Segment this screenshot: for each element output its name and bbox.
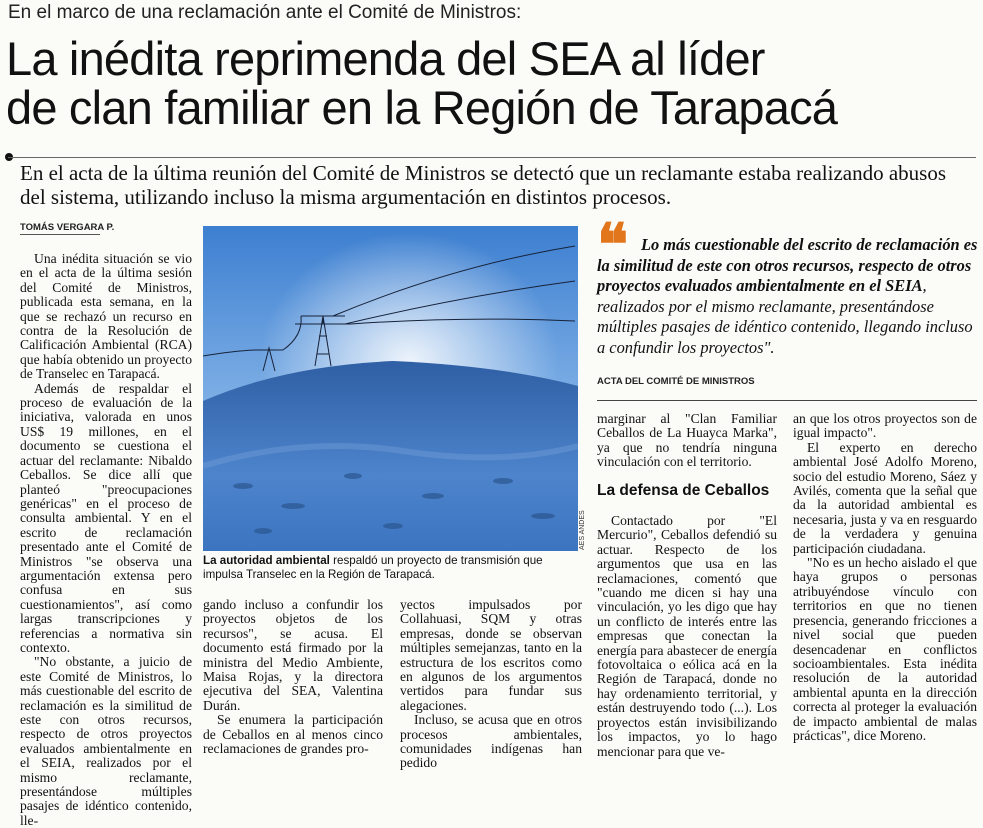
kicker: En el marco de una reclamación ante el Comité de Ministros: xyxy=(8,2,522,23)
paragraph: an que los otros proyectos son de igual impacto". xyxy=(793,411,977,441)
paragraph: gando incluso a confundir los proyectos objetos de los recursos", se acusa. El documento está firmado por la ministra del Medio Ambiente, Maisa Rojas, y la directora ejecutiva del SEA, Valentina Durán. xyxy=(203,597,383,713)
column-4-top xyxy=(597,412,777,470)
paragraph: Contactado por "El Mercurio", Ceballos defendió su actuar. Respecto de los argumentos que usa en las reclamaciones, comentó que "cuando me dicen si hay una vinculación, yo les digo que hay un conflicto de interés entre las empresas que conectan la energía para abastecer de energía fotovoltaica o eólica acá en la Región de Tarapacá, donde no hay ordenamiento territorial, y están destruyendo todo (...). Los proyectos están invisibilizando los impactos, yo lo hago mencionar para que ve- xyxy=(597,513,777,759)
paragraph: Una inédita situación se vio en el acta de la última sesión del Comité de Ministros, publicada esta semana, en la que se rechazó un recurso en contra de la Resolución de Calificación Ambiental (RCA) que había obtenido un proyecto de Transelec en Tarapacá. xyxy=(20,251,192,382)
quote-mark-icon: ❝ xyxy=(597,211,629,279)
photo-credit: AES ANDES xyxy=(579,510,586,550)
photo-caption xyxy=(203,554,583,581)
column-1 xyxy=(20,252,192,828)
subhead: La defensa de Ceballos xyxy=(597,482,770,499)
caption-lead: La autoridad ambiental xyxy=(203,554,330,567)
byline: TOMÁS VERGARA P. xyxy=(20,222,115,233)
pull-quote-source: ACTA DEL COMITÉ DE MINISTROS xyxy=(597,376,755,387)
column-5 xyxy=(793,412,977,743)
column-2 xyxy=(203,598,383,756)
transmission-tower-photo xyxy=(203,226,578,551)
deck: En el acta de la última reunión del Comité de Ministros se detectó que un reclamante estaba realizando abusos del sistema, utilizando incluso la misma argumentación en distintos procesos. xyxy=(20,161,947,209)
paragraph: marginar al "Clan Familiar Ceballos de La Huayca Marka", ya que no tendría ninguna vinculación con el territorio. xyxy=(597,411,777,470)
article-photo xyxy=(203,226,578,551)
headline xyxy=(6,34,837,132)
paragraph: Se enumera la participación de Ceballos en al menos cinco reclamaciones de grandes pro- xyxy=(203,712,383,757)
column-4-bottom xyxy=(597,514,777,759)
paragraph: Además de respaldar el proceso de evaluación de la iniciativa, valorada en unos US$ 19 millones, en el documento se cuestiona el actuar del reclamante: Nibaldo Ceballos. Se dice allí que planteó "preocupaciones genéricas" en el proceso de consulta ambiental. Y en el escrito de reclamación presentado ante el Comité de Ministros "se observa una argumentación extensa pero confusa en sus cuestionamientos", así como largas transcripciones y referencias a normativa sin contexto. xyxy=(20,380,192,655)
pull-quote-bold: Lo más cuestionable del escrito de reclamación es la similitud de este con otros recursos, respecto de otros proyectos evaluados ambientalmente en el SEIA xyxy=(597,235,978,296)
paragraph: yectos impulsados por Collahuasi, SQM y otras empresas, donde se observan múltiples semejanzas, tanto en la estructura de los escritos como en algunos de los argumentos vertidos para fundar sus alegaciones. xyxy=(400,597,582,713)
paragraph: Incluso, se acusa que en otros procesos ambientales, comunidades indígenas han pedido xyxy=(400,712,582,771)
column-3 xyxy=(400,598,582,771)
headline-line-2: de clan familiar en la Región de Tarapacá xyxy=(6,81,838,134)
paragraph: "No obstante, a juicio de este Comité de Ministros, lo más cuestionable del escrito de reclamación es la similitud de este con otros recursos, respecto de otros proyectos evaluados ambientalmente en el SEIA, realizados por el mismo reclamante, presentándose múltiples pasajes de idéntico contenido, lle- xyxy=(20,654,192,828)
pull-quote-rule xyxy=(597,400,977,401)
byline-rule xyxy=(20,234,100,235)
headline-line-1: La inédita reprimenda del SEA al líder xyxy=(6,32,765,85)
deck-rule xyxy=(8,157,976,158)
pull-quote xyxy=(597,235,979,359)
pull-quote-rest: , realizados por el mismo reclamante, presentándose múltiples pasajes de idéntico contenido, llegando incluso a confundir los proyectos". xyxy=(597,276,973,357)
paragraph: "No es un hecho aislado el que haya grupos o personas atribuyéndose vínculo con territorios en que no tienen presencia, generando fricciones a nivel social que pueden desencadenar en conflictos socioambientales. Esta inédita resolución de la autoridad ambiental apunta en la dirección correcta al proteger la evaluación de impacto ambiental de malas prácticas", dice Moreno. xyxy=(793,555,977,743)
paragraph: El experto en derecho ambiental José Adolfo Moreno, socio del estudio Moreno, Sáez y Avilés, comenta que la señal que da la autoridad ambiental es necesaria, justa y va en resguardo de la verdadera y genuina participación ciudadana. xyxy=(793,439,977,556)
caption-text: respaldó un proyecto de transmisión que impulsa Transelec en la Región de Tarapacá. xyxy=(203,554,543,581)
